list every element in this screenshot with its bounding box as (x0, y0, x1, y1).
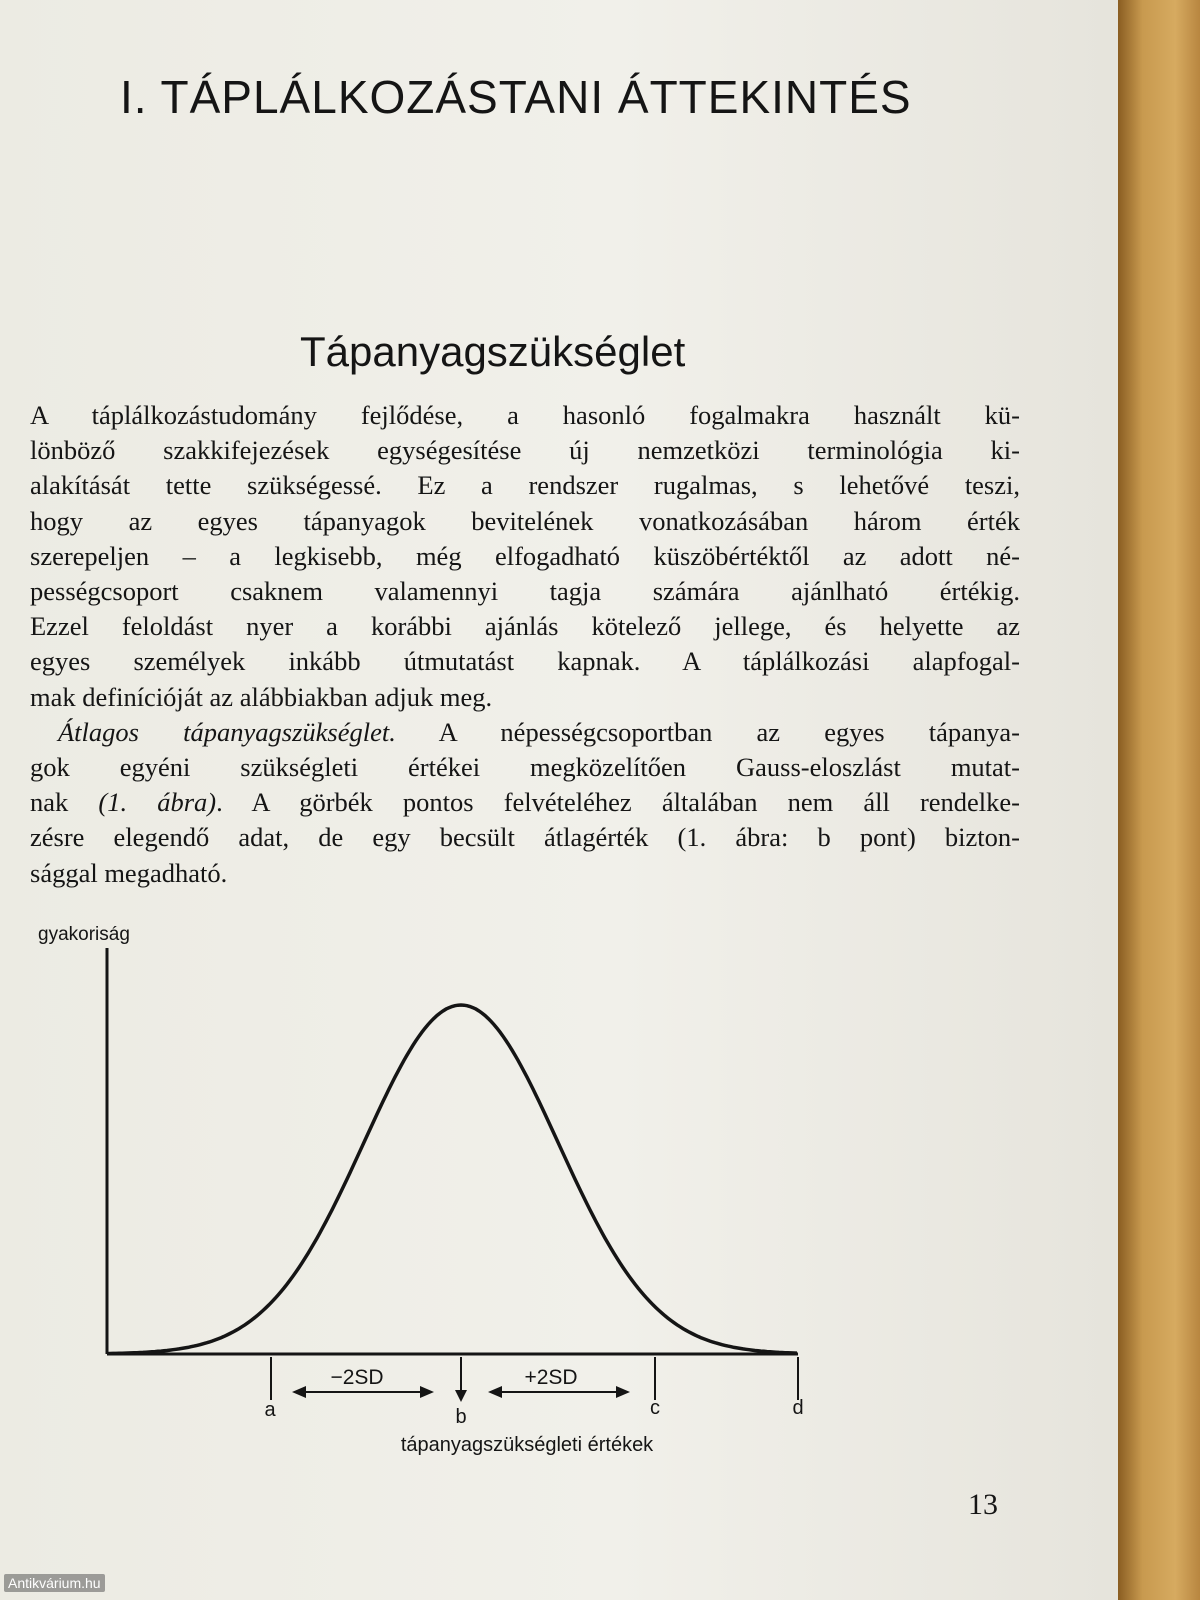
minus-2sd-arrow-right-head (420, 1386, 434, 1398)
point-label-c: c (650, 1397, 660, 1419)
paragraph-1-line: A táplálkozástudomány fejlődése, a hasonló fogalmakra használt kü- (30, 400, 1020, 430)
paragraph-1-line: pességcsoport csaknem valamennyi tagja számára ajánlható értékig. (30, 576, 1020, 607)
paragraph-2-line: zésre elegendő adat, de egy becsült átlagérték (1. ábra: b pont) bizton- (30, 822, 1020, 853)
paragraph-2-text: . A görbék pontos felvételéhez általában nem áll rendelke- (216, 787, 1020, 818)
paragraph-1-line: szerepeljen – a legkisebb, még elfogadható küszöbértéktől az adott né- (30, 540, 1020, 571)
gauss-curve (107, 1005, 797, 1354)
watermark: Antikvárium.hu (4, 1574, 105, 1592)
point-label-a: a (264, 1399, 276, 1421)
body-text (30, 398, 1020, 891)
point-label-b: b (455, 1406, 467, 1428)
paragraph-2-line: sággal megadható. (30, 857, 228, 888)
paragraph-1-line: hogy az egyes tápanyagok bevitelének vonatkozásában három érték (30, 505, 1020, 536)
page-number: 13 (968, 1488, 998, 1521)
minus-2sd-arrow-left-head (292, 1386, 306, 1398)
arrow-b-head (455, 1390, 467, 1402)
term-definition: Átlagos tápanyagszükséglet. (58, 716, 396, 747)
paragraph-2-line (30, 715, 1020, 750)
chapter-title: I. TÁPLÁLKOZÁSTANI ÁTTEKINTÉS (120, 71, 912, 123)
paragraph-2-text: nak (30, 787, 99, 818)
y-axis-label: gyakoriság (38, 924, 130, 945)
plus-2sd-arrow-left-head (488, 1386, 502, 1398)
plus-2sd-label: +2SD (524, 1366, 578, 1389)
paragraph-2-line: gok egyéni szükségleti értékei megközelítően Gauss-eloszlást mutat- (30, 752, 1020, 783)
figure-reference: (1. ábra) (98, 787, 217, 818)
paragraph-1-line: alakítását tette szükségessé. Ez a rendszer rugalmas, s lehetővé teszi, (30, 470, 1020, 501)
x-axis-label: tápanyagszükségleti értékek (400, 1434, 654, 1456)
point-label-d: d (792, 1397, 804, 1419)
paragraph-1-line: lönböző szakkifejezések egységesítése új nemzetközi terminológia ki- (30, 435, 1020, 466)
paragraph-1-line: mak definícióját az alábbiakban adjuk meg. (30, 681, 493, 712)
plus-2sd-arrow-right-head (616, 1386, 630, 1398)
paragraph-1-line: egyes személyek inkább útmutatást kapnak. A táplálkozási alapfogal- (30, 646, 1020, 677)
next-page-edge (1118, 0, 1200, 1600)
paragraph-1-line: Ezzel feloldást nyer a korábbi ajánlás kötelező jellege, és helyette az (30, 611, 1020, 642)
gauss-distribution-figure (0, 900, 1118, 1500)
paragraph-2-text: A népességcsoportban az egyes tápanya- (395, 716, 1020, 747)
minus-2sd-label: −2SD (330, 1366, 384, 1389)
section-title: Tápanyagszükséglet (300, 328, 686, 375)
paragraph-2-line (30, 785, 1020, 820)
